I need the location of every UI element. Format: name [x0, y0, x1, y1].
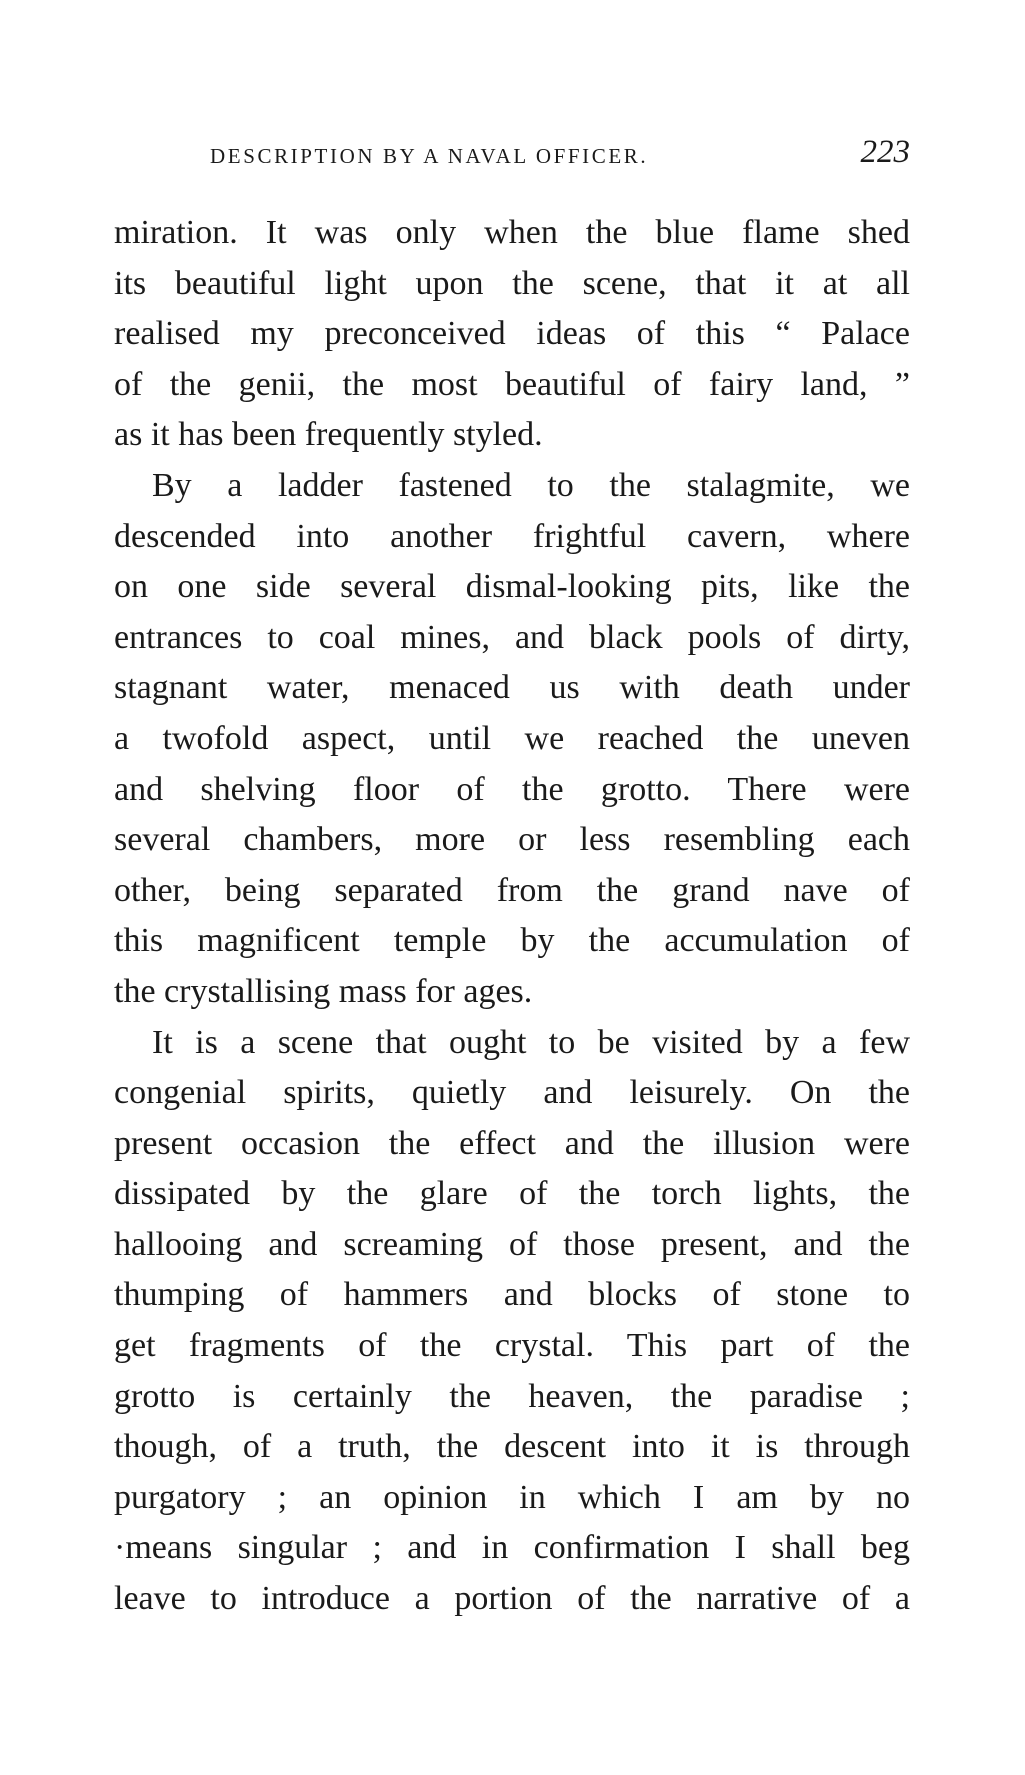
body-text [114, 208, 910, 1625]
text-line: though, of a truth, the descent into it is through [114, 1428, 910, 1466]
text-line: as it has been frequently styled. [114, 416, 543, 454]
running-head [210, 134, 910, 178]
text-line: thumping of hammers and blocks of stone to [114, 1276, 910, 1314]
page-number: 223 [860, 134, 910, 170]
text-line: of the genii, the most beautiful of fairy land, ” [114, 365, 910, 403]
text-line: get fragments of the crystal. This part of the [114, 1327, 910, 1365]
text-line: and shelving floor of the grotto. There were [114, 770, 910, 808]
text-line: leave to introduce a portion of the narrative of a [114, 1580, 910, 1618]
text-line: on one side several dismal-looking pits, like the [114, 568, 910, 606]
text-line: It is a scene that ought to be visited by a few [152, 1023, 910, 1061]
text-line: stagnant water, menaced us with death under [114, 669, 910, 707]
running-title: DESCRIPTION BY A NAVAL OFFICER. [210, 144, 649, 168]
text-line: entrances to coal mines, and black pools of dirty, [114, 618, 910, 656]
text-line: purgatory ; an opinion in which I am by no [114, 1478, 910, 1516]
text-line: grotto is certainly the heaven, the paradise ; [114, 1377, 910, 1415]
text-line: congenial spirits, quietly and leisurely. On the [114, 1074, 910, 1112]
text-line: miration. It was only when the blue flame shed [114, 214, 910, 251]
text-line: descended into another frightful cavern, where [114, 517, 910, 555]
text-line: the crystallising mass for ages. [114, 972, 533, 1010]
text-line: By a ladder fastened to the stalagmite, we [152, 466, 910, 504]
text-line: ·means singular ; and in confirmation I shall beg [114, 1529, 910, 1567]
text-line: other, being separated from the grand nave of [114, 871, 910, 909]
text-line: present occasion the effect and the illusion were [114, 1124, 910, 1162]
text-line: several chambers, more or less resembling each [114, 821, 910, 859]
text-line: this magnificent temple by the accumulation of [114, 922, 910, 960]
text-line: dissipated by the glare of the torch lights, the [114, 1175, 910, 1213]
text-line: hallooing and screaming of those present, and the [114, 1225, 910, 1263]
text-line: its beautiful light upon the scene, that it at all [114, 264, 910, 302]
text-line: a twofold aspect, until we reached the uneven [114, 719, 910, 757]
text-line: realised my preconceived ideas of this “ Palace [114, 315, 910, 353]
